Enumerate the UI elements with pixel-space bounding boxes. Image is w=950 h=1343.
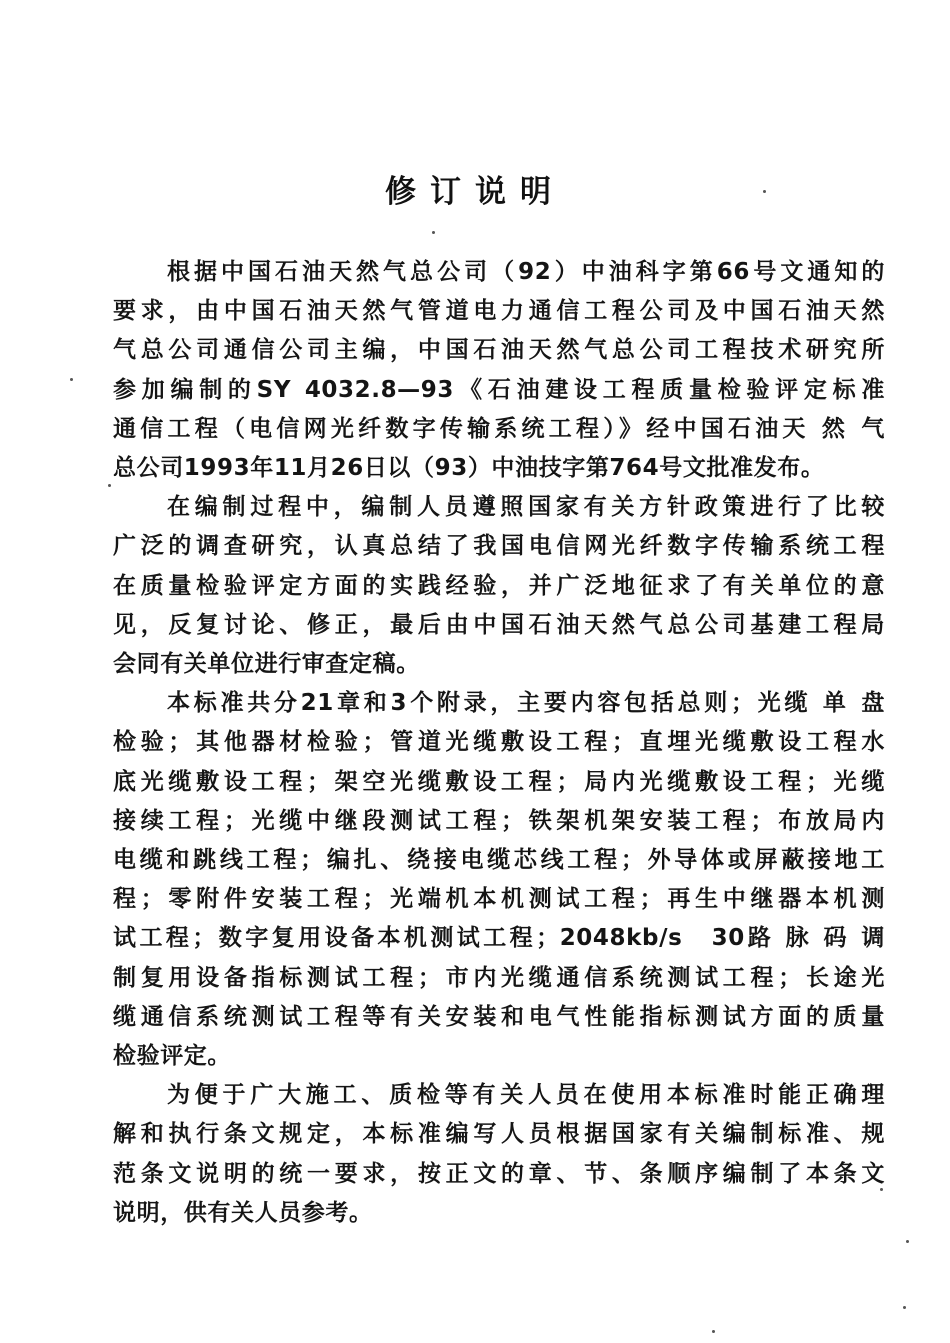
scan-speck [763,190,766,193]
text-line: 参加编制的SY 4032.8—93《石油建设工程质量检验评定标准 [113,376,885,403]
scan-speck [108,484,111,487]
text-line: 缆通信系统测试工程等有关安装和电气性能指标测试方面的质量 [113,1003,885,1030]
scan-speck [906,1240,909,1243]
text-line: 解和执行条文规定，本标准编写人员根据国家有关编制标准、规 [113,1121,885,1148]
paragraph-1 [113,253,885,488]
text-line: 为便于广大施工、质检等有关人员在使用本标准时能正确理 [167,1082,885,1109]
paragraph-2 [113,488,885,684]
text-line: 在质量检验评定方面的实践经验，并广泛地征求了有关单位的意 [113,572,885,599]
paragraph-4 [113,1076,885,1233]
text-line: 底光缆敷设工程；架空光缆敷设工程；局内光缆敷设工程；光缆 [113,768,885,795]
text-line: 检验评定。 [113,1043,231,1070]
scan-speck [903,1306,906,1309]
page-title: 修订说明 [385,174,565,210]
paragraph-3 [113,684,885,1076]
text-line: 电缆和跳线工程；编扎、绕接电缆芯线工程；外导体或屏蔽接地工 [113,847,885,874]
scan-speck [880,1188,883,1191]
text-line: 试工程；数字复用设备本机测试工程；2048kb/s 30路 脉 码 调 [113,925,885,952]
text-line: 说明，供有关人员参考。 [113,1199,373,1226]
text-line: 在编制过程中，编制人员遵照国家有关方针政策进行了比较 [167,494,885,521]
text-line: 程；零附件安装工程；光端机本机测试工程；再生中继器本机测 [113,886,885,913]
text-line: 见，反复讨论、修正，最后由中国石油天然气总公司基建工程局 [113,611,885,638]
text-line: 接续工程；光缆中继段测试工程；铁架机架安装工程；布放局内 [113,807,885,834]
text-line: 范条文说明的统一要求，按正文的章、节、条顺序编制了本条文 [113,1160,885,1187]
scan-speck [432,231,435,234]
scan-speck [712,1330,715,1333]
text-line: 总公司1993年11月26日以（93）中油技字第764号文批准发布。 [113,455,825,482]
text-line: 通信工程（电信网光纤数字传输系统工程）》经中国石油天 然 气 [113,415,885,442]
text-line: 制复用设备指标测试工程；市内光缆通信系统测试工程；长途光 [113,964,885,991]
text-line: 会同有关单位进行审查定稿。 [113,651,420,678]
text-line: 广泛的调查研究，认真总结了我国电信网光纤数字传输系统工程 [113,533,885,560]
text-line: 气总公司通信公司主编，中国石油天然气总公司工程技术研究所 [113,337,885,364]
text-line: 要求，由中国石油天然气管道电力通信工程公司及中国石油天然 [113,298,885,325]
document-body [113,253,885,1233]
scan-speck [70,378,73,381]
text-line: 根据中国石油天然气总公司（92）中油科字第66号文通知的 [167,259,885,285]
text-line: 本标准共分21章和3个附录，主要内容包括总则；光缆 单 盘 [167,690,885,717]
text-line: 检验；其他器材检验；管道光缆敷设工程；直埋光缆敷设工程水 [113,729,885,756]
